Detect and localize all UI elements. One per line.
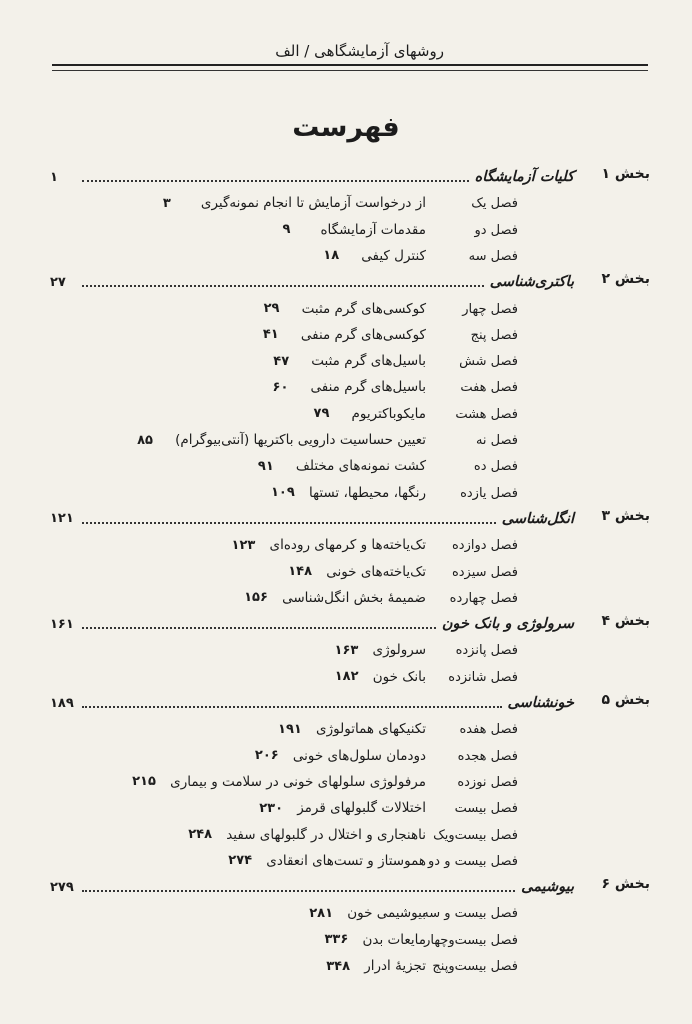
toc-entry bbox=[50, 876, 574, 898]
running-header-text: روشهای آزمایشگاهی / الف bbox=[275, 42, 444, 60]
toc-page-number: ۱۵۶ bbox=[244, 590, 268, 606]
toc-page-number: ۲۸۱ bbox=[309, 905, 334, 921]
toc-chapter-label: فصل پنج bbox=[470, 327, 518, 343]
toc-chapter-label: فصل بیست و دو bbox=[428, 853, 518, 869]
toc-page-number: ۱۹۱ bbox=[278, 721, 302, 737]
toc-page-number: ۱۰۹ bbox=[270, 485, 295, 501]
toc-page-number: ۱۲۱ bbox=[50, 511, 74, 527]
toc-page-number: ۹ bbox=[282, 222, 291, 238]
toc-chapter-label: فصل چهارده bbox=[449, 590, 518, 606]
toc-page-number: ۴۱ bbox=[262, 327, 279, 343]
toc-entry-title: تکنیکهای هماتولوژی bbox=[316, 721, 426, 738]
toc-chapter-label: فصل شش bbox=[459, 354, 518, 370]
toc-chapter-row bbox=[231, 530, 584, 554]
toc-entry-title: کوکسی‌های گرم منفی bbox=[300, 326, 426, 343]
toc-entry-title: تک‌یاخته‌ها و کرمهای روده‌ای bbox=[269, 537, 426, 554]
toc-chapter-row bbox=[263, 294, 584, 318]
toc-page-number: ۳۳۶ bbox=[324, 932, 349, 948]
toc-chapter-row bbox=[244, 583, 584, 607]
toc-page-number: ۴۷ bbox=[273, 353, 290, 369]
toc-entry bbox=[50, 271, 574, 293]
dot-leader bbox=[82, 180, 469, 182]
toc-entry-title: ضمیمهٔ بخش انگل‌شناسی bbox=[282, 589, 426, 606]
toc-entry-title: کنترل کیفی bbox=[361, 247, 426, 264]
toc-entry-title: بانک خون bbox=[372, 668, 426, 685]
toc-part-label: بخش ۱ bbox=[601, 166, 650, 182]
toc-entry bbox=[50, 613, 574, 635]
toc-entry-title: کشت نمونه‌های مختلف bbox=[295, 458, 426, 475]
toc-chapter-label: فصل هفده bbox=[459, 722, 518, 738]
toc-page-number: ۱۲۳ bbox=[231, 537, 256, 553]
toc-part-label: بخش ۶ bbox=[601, 876, 650, 893]
header-rule-thin bbox=[52, 70, 648, 71]
toc-page-number: ۹۱ bbox=[257, 458, 274, 474]
toc-entry-title: رنگها، محیطها، تستها bbox=[308, 484, 426, 501]
toc-chapter-label: فصل نوزده bbox=[457, 774, 518, 790]
toc-chapter-label: فصل یازده bbox=[460, 485, 518, 501]
toc-chapter-label: فصل سیزده bbox=[451, 564, 518, 580]
toc-entry-title: ناهنجاری و اختلال در گلبولهای سفید bbox=[226, 826, 426, 843]
toc-entry-title: تک‌یاخته‌های خونی bbox=[326, 563, 426, 580]
dot-leader bbox=[82, 285, 484, 287]
dot-leader bbox=[82, 627, 436, 629]
toc-chapter-row bbox=[262, 320, 584, 344]
toc-page-number: ۲۹ bbox=[263, 301, 280, 316]
toc-entry-title: هموستاز و تست‌های انعقادی bbox=[266, 852, 426, 869]
toc-section-row bbox=[50, 267, 650, 291]
toc-chapter-row bbox=[228, 846, 584, 870]
toc-entry-title: باسیل‌های گرم مثبت bbox=[311, 353, 426, 370]
toc-page-number: ۲۴۸ bbox=[188, 827, 213, 842]
toc-chapter-label: فصل بیست‌ویک bbox=[433, 827, 518, 843]
toc-page-number: ۱۸۲ bbox=[334, 669, 359, 685]
toc-page-number: ۳۴۸ bbox=[326, 958, 351, 974]
toc-chapter-label: فصل دو bbox=[474, 222, 518, 238]
toc-chapter-row bbox=[272, 372, 584, 396]
toc-chapter-row bbox=[288, 557, 584, 581]
toc-entry-title: سرولوژی bbox=[372, 642, 426, 659]
toc-entry-title: کوکسی‌های گرم مثبت bbox=[301, 300, 426, 317]
toc-page-number: ۲۷ bbox=[50, 274, 66, 290]
toc-chapter-label: فصل هفت bbox=[460, 380, 518, 396]
toc-section-row bbox=[50, 609, 650, 633]
toc-entry-title: مایعات بدن bbox=[362, 931, 426, 948]
toc-chapter-row bbox=[323, 241, 584, 265]
page-title: فهرست bbox=[292, 112, 400, 143]
toc-entry bbox=[50, 508, 574, 530]
dot-leader bbox=[82, 522, 496, 524]
toc-chapter-label: فصل ده bbox=[473, 459, 518, 475]
toc-chapter-label: فصل بیست و سه bbox=[422, 906, 518, 922]
toc-entry-title: اختلالات گلبولهای قرمز bbox=[297, 800, 426, 817]
toc-chapter-row bbox=[132, 767, 584, 791]
dot-leader bbox=[82, 706, 502, 708]
toc-chapter-row bbox=[278, 714, 584, 738]
toc-chapter-label: فصل چهار bbox=[462, 301, 518, 317]
toc-page-number: ۲۷۴ bbox=[228, 853, 253, 869]
toc-part-label: بخش ۳ bbox=[601, 507, 650, 524]
toc-section-row bbox=[50, 162, 650, 186]
toc-entry-title: از درخواست آزمایش تا انجام نمونه‌گیری bbox=[200, 195, 426, 212]
toc-page-number: ۸۵ bbox=[137, 432, 153, 448]
toc-chapter-row bbox=[324, 925, 584, 949]
toc-part-label: بخش ۴ bbox=[601, 613, 650, 630]
toc-chapter-row bbox=[273, 346, 584, 370]
toc-page-number: ۱ bbox=[50, 169, 58, 185]
toc-section-row bbox=[50, 872, 650, 896]
toc-chapter-label: فصل هشت bbox=[455, 406, 518, 422]
toc-page-number: ۱۸ bbox=[323, 248, 340, 264]
toc-entry-title: تجزیهٔ ادرار bbox=[364, 958, 426, 974]
dot-leader bbox=[82, 890, 515, 892]
toc-section-row bbox=[50, 688, 650, 712]
toc-part-label: بخش ۵ bbox=[601, 692, 650, 708]
toc-entry-title: بیوشیمی خون bbox=[347, 905, 426, 922]
toc-page-number: ۲۰۶ bbox=[254, 748, 279, 764]
toc-entry-title: مقدمات آزمایشگاه bbox=[320, 221, 426, 238]
toc-chapter-row bbox=[270, 478, 584, 502]
toc-chapter-label: فصل نه bbox=[475, 433, 518, 448]
toc-chapter-label: فصل شانزده bbox=[448, 669, 518, 685]
toc-entry-title: تعیین حساسیت دارویی باکتریها (آنتی‌بیوگرام) bbox=[175, 432, 426, 448]
toc-entry-title: کلیات آزمایشگاه bbox=[474, 169, 574, 185]
toc-entry bbox=[50, 166, 574, 188]
toc-page-number: ۷۹ bbox=[313, 406, 330, 422]
toc-chapter-label: فصل بیست bbox=[454, 801, 518, 817]
toc-entry-title: باسیل‌های گرم منفی bbox=[310, 379, 426, 396]
header-rule-thick bbox=[52, 64, 648, 66]
toc-chapter-row bbox=[257, 451, 584, 475]
toc-page-number: ۳ bbox=[162, 195, 171, 211]
toc-chapter-label: فصل دوازده bbox=[451, 538, 518, 554]
toc-page-number: ۲۳۰ bbox=[259, 800, 284, 816]
toc-chapter-row bbox=[254, 741, 584, 765]
toc-page-number: ۱۶۱ bbox=[50, 616, 74, 632]
toc-chapter-label: فصل بیست‌وچهار bbox=[424, 932, 518, 948]
toc-chapter-row bbox=[334, 635, 584, 659]
toc-chapter-row bbox=[259, 793, 584, 817]
toc-entry-title: باکتری‌شناسی bbox=[489, 274, 574, 291]
toc-entry-title: مایکوباکتریوم bbox=[351, 405, 426, 422]
toc-chapter-row bbox=[137, 425, 584, 449]
toc-chapter-row bbox=[326, 951, 584, 975]
toc-page-number: ۲۱۵ bbox=[132, 774, 156, 790]
toc-chapter-label: فصل یک bbox=[471, 196, 518, 212]
toc-entry-title: دودمان سلول‌های خونی bbox=[292, 747, 426, 764]
toc-page-number: ۱۶۳ bbox=[334, 642, 359, 658]
toc-page-number: ۱۴۸ bbox=[288, 564, 313, 579]
toc-chapter-row bbox=[282, 215, 584, 239]
toc-chapter-label: فصل بیست‌وپنج bbox=[432, 959, 518, 974]
toc-chapter-row bbox=[309, 898, 584, 922]
toc-chapter-row bbox=[313, 399, 584, 423]
toc-part-label: بخش ۲ bbox=[601, 271, 650, 288]
toc-entry-title: مرفولوژی سلولهای خونی در سلامت و بیماری bbox=[170, 773, 426, 790]
toc-chapter-row bbox=[162, 188, 584, 212]
toc-chapter-row bbox=[188, 820, 584, 844]
toc-page-number: ۲۷۹ bbox=[50, 879, 74, 895]
toc-chapter-label: فصل سه bbox=[468, 248, 518, 264]
toc-page-number: ۱۸۹ bbox=[50, 695, 74, 711]
toc-section-row bbox=[50, 504, 650, 528]
toc-chapter-label: فصل هجده bbox=[457, 748, 518, 764]
toc-chapter-label: فصل پانزده bbox=[455, 643, 518, 659]
toc-entry-title: خونشناسی bbox=[507, 695, 574, 711]
toc-entry-title: انگل‌شناسی bbox=[501, 510, 574, 527]
toc-chapter-row bbox=[334, 662, 584, 686]
toc-entry bbox=[50, 692, 574, 714]
toc-entry-title: سرولوژی و بانک خون bbox=[441, 616, 574, 633]
toc-page-number: ۶۰ bbox=[272, 379, 289, 395]
toc-entry-title: بیوشیمی bbox=[521, 879, 574, 896]
